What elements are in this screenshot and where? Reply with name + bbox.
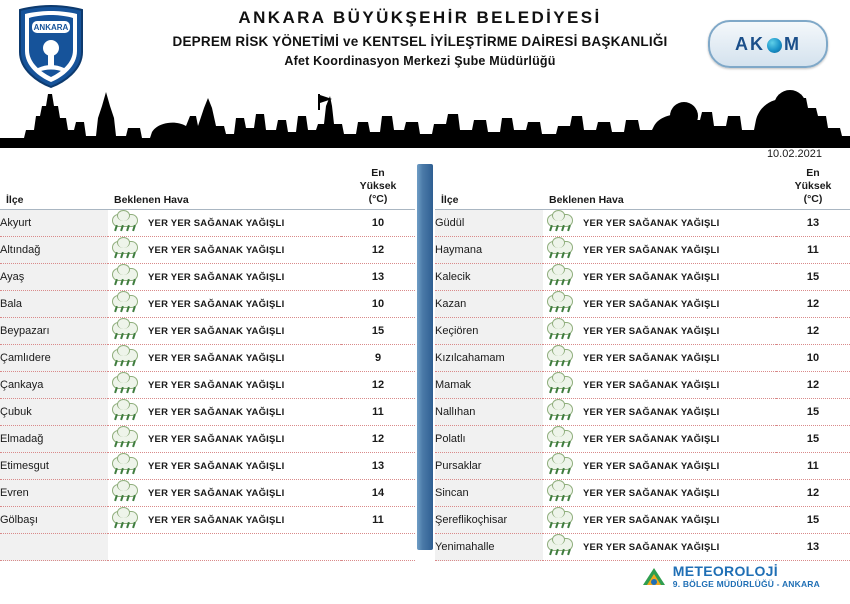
- table-row: [435, 345, 850, 372]
- max-temperature: 12: [776, 291, 850, 318]
- meteoroloji-name: METEOROLOJİ: [672, 563, 778, 579]
- weather-text: YER YER SAĞANAK YAĞIŞLI: [583, 406, 720, 418]
- district-name: Kızılcahamam: [435, 345, 543, 372]
- weather-text: YER YER SAĞANAK YAĞIŞLI: [583, 460, 720, 472]
- max-temperature: 15: [776, 507, 850, 534]
- district-name: Mamak: [435, 372, 543, 399]
- district-name: Ayaş: [0, 264, 108, 291]
- district-name: Evren: [0, 480, 108, 507]
- divider-bar: [417, 164, 433, 550]
- max-temperature: 13: [341, 264, 415, 291]
- weather-cell: [543, 453, 776, 480]
- weather-text: YER YER SAĞANAK YAĞIŞLI: [148, 325, 285, 337]
- column-header-weather: Beklenen Hava: [543, 164, 776, 210]
- district-name: Bala: [0, 291, 108, 318]
- table-header-row: [0, 164, 415, 210]
- weather-cell: [543, 372, 776, 399]
- max-temperature: 13: [776, 534, 850, 561]
- district-name: Nallıhan: [435, 399, 543, 426]
- table-row: [435, 372, 850, 399]
- column-header-temperature: [776, 164, 850, 210]
- akom-logo: [708, 20, 828, 68]
- weather-cell: [543, 480, 776, 507]
- weather-cell: [108, 453, 341, 480]
- district-name: Akyurt: [0, 210, 108, 237]
- max-temperature: 11: [341, 399, 415, 426]
- weather-text: YER YER SAĞANAK YAĞIŞLI: [583, 514, 720, 526]
- weather-text: YER YER SAĞANAK YAĞIŞLI: [148, 406, 285, 418]
- rain-cloud-icon: [543, 537, 577, 557]
- rain-cloud-icon: [108, 348, 142, 368]
- weather-text: YER YER SAĞANAK YAĞIŞLI: [583, 379, 720, 391]
- rain-cloud-icon: [108, 429, 142, 449]
- district-name: Haymana: [435, 237, 543, 264]
- table-row: [0, 399, 415, 426]
- page-header: [0, 0, 850, 148]
- weather-text: YER YER SAĞANAK YAĞIŞLI: [148, 271, 285, 283]
- svg-text:ANKARA: ANKARA: [33, 23, 69, 32]
- rain-cloud-icon: [543, 213, 577, 233]
- weather-text: YER YER SAĞANAK YAĞIŞLI: [148, 379, 285, 391]
- rain-cloud-icon: [108, 483, 142, 503]
- max-temperature: 13: [776, 210, 850, 237]
- max-temperature-empty: [341, 534, 415, 561]
- weather-cell: [108, 318, 341, 345]
- table-row: [0, 291, 415, 318]
- max-temperature: 9: [341, 345, 415, 372]
- district-name: Sincan: [435, 480, 543, 507]
- weather-cell: [543, 210, 776, 237]
- max-temperature: 12: [776, 318, 850, 345]
- rain-cloud-icon: [543, 402, 577, 422]
- table-row: [435, 426, 850, 453]
- max-temperature: 12: [776, 372, 850, 399]
- weather-cell: [108, 210, 341, 237]
- org-title-unit: Afet Koordinasyon Merkezi Şube Müdürlüğü: [284, 54, 556, 68]
- weather-text: YER YER SAĞANAK YAĞIŞLI: [148, 352, 285, 364]
- table-row: [0, 507, 415, 534]
- globe-icon: [767, 38, 782, 53]
- table-body-right: [435, 210, 850, 561]
- table-row: [0, 210, 415, 237]
- weather-cell: [108, 264, 341, 291]
- table-row: [0, 345, 415, 372]
- table-row: [435, 507, 850, 534]
- rain-cloud-icon: [543, 321, 577, 341]
- org-title-department: DEPREM RİSK YÖNETİMİ ve KENTSEL İYİLEŞTİRME DAİRESİ BAŞKANLIĞI: [172, 34, 668, 49]
- table-header-row: [435, 164, 850, 210]
- weather-cell: [543, 426, 776, 453]
- max-temperature: 11: [341, 507, 415, 534]
- rain-cloud-icon: [543, 240, 577, 260]
- max-temperature: 12: [341, 237, 415, 264]
- table-body-left: [0, 210, 415, 561]
- weather-cell: [108, 399, 341, 426]
- weather-text: YER YER SAĞANAK YAĞIŞLI: [148, 514, 285, 526]
- weather-text: YER YER SAĞANAK YAĞIŞLI: [583, 487, 720, 499]
- district-name: Keçiören: [435, 318, 543, 345]
- district-name: Altındağ: [0, 237, 108, 264]
- bulletin-date: 10.02.2021: [766, 148, 822, 160]
- table-row: [0, 318, 415, 345]
- akom-logo-text: [735, 34, 801, 55]
- max-temperature: 15: [776, 399, 850, 426]
- district-name: Çamlıdere: [0, 345, 108, 372]
- weather-cell: [108, 372, 341, 399]
- weather-cell: [108, 426, 341, 453]
- weather-text: YER YER SAĞANAK YAĞIŞLI: [583, 244, 720, 256]
- max-temperature: 10: [341, 291, 415, 318]
- weather-text: YER YER SAĞANAK YAĞIŞLI: [583, 352, 720, 364]
- district-name: Yenimahalle: [435, 534, 543, 561]
- district-name-empty: [0, 534, 108, 561]
- weather-text: YER YER SAĞANAK YAĞIŞLI: [583, 325, 720, 337]
- weather-text: YER YER SAĞANAK YAĞIŞLI: [583, 271, 720, 283]
- table-row: [435, 210, 850, 237]
- rain-cloud-icon: [108, 375, 142, 395]
- weather-text: YER YER SAĞANAK YAĞIŞLI: [148, 298, 285, 310]
- table-row: [435, 264, 850, 291]
- org-title-primary: ANKARA BÜYÜKŞEHİR BELEDİYESİ: [238, 8, 602, 27]
- temp-header-line1: En: [806, 167, 820, 179]
- rain-cloud-icon: [108, 213, 142, 233]
- district-name: Polatlı: [435, 426, 543, 453]
- weather-cell: [108, 237, 341, 264]
- rain-cloud-icon: [543, 483, 577, 503]
- table-row-empty: [0, 534, 415, 561]
- max-temperature: 10: [341, 210, 415, 237]
- district-name: Beypazarı: [0, 318, 108, 345]
- rain-cloud-icon: [108, 267, 142, 287]
- max-temperature: 12: [776, 480, 850, 507]
- table-row: [0, 426, 415, 453]
- rain-cloud-icon: [108, 456, 142, 476]
- rain-cloud-icon: [108, 510, 142, 530]
- weather-cell: [108, 507, 341, 534]
- meteoroloji-logo-icon: [641, 565, 667, 589]
- weather-text: YER YER SAĞANAK YAĞIŞLI: [148, 244, 285, 256]
- column-header-district: İlçe: [435, 164, 543, 210]
- akom-text-left: AK: [735, 33, 765, 54]
- column-header-temperature: [341, 164, 415, 210]
- rain-cloud-icon: [108, 321, 142, 341]
- akom-text-right: M: [784, 33, 801, 54]
- temp-header-line2: Yüksek: [794, 180, 832, 192]
- max-temperature: 12: [341, 426, 415, 453]
- ankara-municipality-logo-icon: [8, 4, 94, 90]
- rain-cloud-icon: [543, 456, 577, 476]
- max-temperature: 15: [776, 264, 850, 291]
- footer-meteoroloji: [641, 564, 820, 590]
- header-title-block: [140, 8, 700, 68]
- rain-cloud-icon: [108, 402, 142, 422]
- table-row: [0, 372, 415, 399]
- max-temperature: 15: [776, 426, 850, 453]
- rain-cloud-icon: [543, 510, 577, 530]
- table-row: [435, 480, 850, 507]
- rain-cloud-icon: [543, 348, 577, 368]
- district-name: Çankaya: [0, 372, 108, 399]
- meteoroloji-text-block: [673, 564, 820, 590]
- weather-cell: [543, 507, 776, 534]
- temp-header-line3: (°C): [368, 193, 388, 205]
- district-name: Gölbaşı: [0, 507, 108, 534]
- column-header-weather: Beklenen Hava: [108, 164, 341, 210]
- table-row: [435, 534, 850, 561]
- rain-cloud-icon: [543, 429, 577, 449]
- weather-cell: [543, 291, 776, 318]
- weather-cell: [543, 318, 776, 345]
- weather-text: YER YER SAĞANAK YAĞIŞLI: [583, 541, 720, 553]
- weather-text: YER YER SAĞANAK YAĞIŞLI: [148, 460, 285, 472]
- table-row: [0, 237, 415, 264]
- weather-cell: [108, 345, 341, 372]
- weather-cell: [543, 345, 776, 372]
- weather-text: YER YER SAĞANAK YAĞIŞLI: [583, 433, 720, 445]
- meteoroloji-subtitle: 9. BÖLGE MÜDÜRLÜĞÜ - ANKARA: [672, 579, 820, 589]
- rain-cloud-icon: [108, 240, 142, 260]
- table-row: [435, 399, 850, 426]
- table-row: [0, 264, 415, 291]
- rain-cloud-icon: [543, 294, 577, 314]
- weather-text: YER YER SAĞANAK YAĞIŞLI: [148, 217, 285, 229]
- weather-text: YER YER SAĞANAK YAĞIŞLI: [148, 433, 285, 445]
- district-name: Kazan: [435, 291, 543, 318]
- table-row: [435, 237, 850, 264]
- rain-cloud-icon: [108, 294, 142, 314]
- weather-cell: [543, 237, 776, 264]
- max-temperature: 12: [341, 372, 415, 399]
- temp-header-line3: (°C): [803, 193, 823, 205]
- column-header-district: İlçe: [0, 164, 108, 210]
- rain-cloud-icon: [543, 375, 577, 395]
- district-name: Çubuk: [0, 399, 108, 426]
- weather-cell: [543, 399, 776, 426]
- rain-cloud-icon: [543, 267, 577, 287]
- max-temperature: 11: [776, 237, 850, 264]
- temp-header-line2: Yüksek: [359, 180, 397, 192]
- weather-cell-empty: [108, 534, 341, 561]
- forecast-table-right: [435, 164, 850, 561]
- district-name: Elmadağ: [0, 426, 108, 453]
- weather-cell: [108, 480, 341, 507]
- weather-cell: [543, 534, 776, 561]
- district-name: Şereflikoçhisar: [435, 507, 543, 534]
- max-temperature: 13: [341, 453, 415, 480]
- weather-text: YER YER SAĞANAK YAĞIŞLI: [583, 217, 720, 229]
- weather-cell: [108, 291, 341, 318]
- table-row: [435, 453, 850, 480]
- temp-header-line1: En: [371, 167, 385, 179]
- district-name: Kalecik: [435, 264, 543, 291]
- max-temperature: 10: [776, 345, 850, 372]
- table-row: [0, 453, 415, 480]
- max-temperature: 15: [341, 318, 415, 345]
- max-temperature: 11: [776, 453, 850, 480]
- district-name: Etimesgut: [0, 453, 108, 480]
- table-row: [0, 480, 415, 507]
- district-name: Güdül: [435, 210, 543, 237]
- district-name: Pursaklar: [435, 453, 543, 480]
- weather-text: YER YER SAĞANAK YAĞIŞLI: [148, 487, 285, 499]
- table-divider: [415, 164, 435, 561]
- max-temperature: 14: [341, 480, 415, 507]
- weather-text: YER YER SAĞANAK YAĞIŞLI: [583, 298, 720, 310]
- table-row: [435, 291, 850, 318]
- ankara-skyline-silhouette: [0, 86, 850, 148]
- forecast-table-left: [0, 164, 415, 561]
- weather-cell: [543, 264, 776, 291]
- table-row: [435, 318, 850, 345]
- forecast-tables: [0, 164, 850, 561]
